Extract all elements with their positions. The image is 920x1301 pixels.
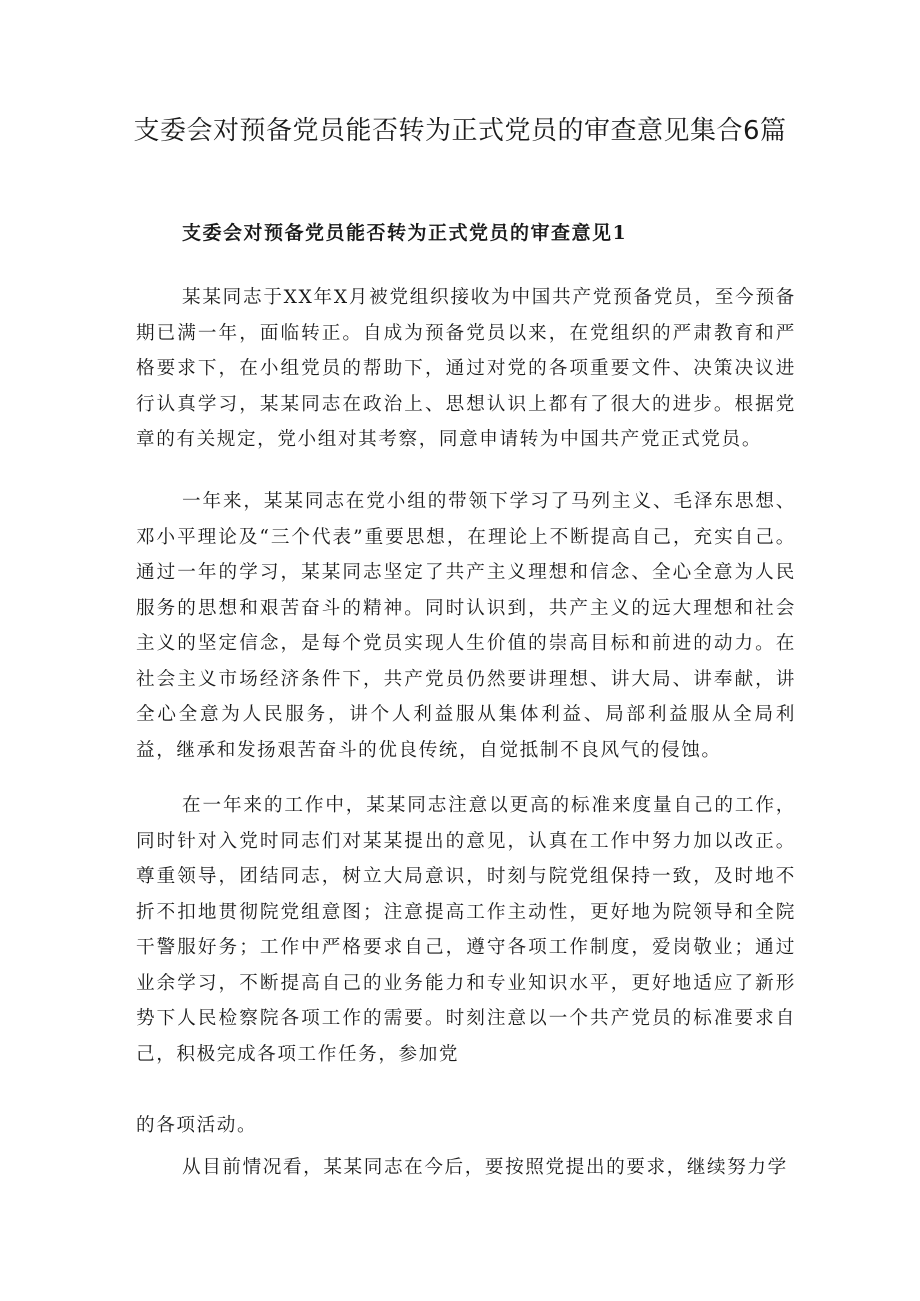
paragraph-3-continuation: 的各项活动。 [136, 1115, 258, 1136]
paragraph-2: 一年来，某某同志在党小组的带领下学习了马列主义、毛泽东思想、邓小平理论及“三个代表”重要思想，在理论上不断提高自己，充实自己。通过一年的学习，某某同志坚定了共产主义理想和信念、全心全意为人民服务的思想和艰苦奋斗的精神。同时认识到，共产主义的远大理想和社会主义的坚定信念，是每个党员实现人生价值的崇高目标和前进的动力。在社会主义市场经济条件下，共产党员仍然要讲理想、讲大局、讲奉献，讲全心全意为人民服务，讲个人利益服从集体利益、局部利益服从全局利益，继承和发扬艰苦奋斗的优良传统，自觉抵制不良风气的侵蚀。 [136, 491, 796, 761]
paragraph-1: 某某同志于XX年X月被党组织接收为中国共产党预备党员，至今预备期已满一年，面临转正。自成为预备党员以来，在党组织的严肃教育和严格要求下，在小组党员的帮助下，通过对党的各项重要文件、决策决议进行认真学习，某某同志在政治上、思想认识上都有了很大的进步。根据党章的有关规定，党小组对其考察，同意申请转为中国共产党正式党员。 [136, 287, 796, 450]
document-title: 支委会对预备党员能否转为正式党员的审查意见集合6篇 [133, 116, 787, 146]
section-heading: 支委会对预备党员能否转为正式党员的审查意见1 [182, 222, 628, 244]
paragraph-4: 从目前情况看，某某同志在今后，要按照党提出的要求，继续努力学 [182, 1157, 788, 1178]
paragraph-3: 在一年来的工作中，某某同志注意以更高的标准来度量自己的工作，同时针对入党时同志们对某某提出的意见，认真在工作中努力加以改正。尊重领导，团结同志，树立大局意识，时刻与院党组保持一致，及时地不折不扣地贯彻院党组意图；注意提高工作主动性，更好地为院领导和全院干警服好务；工作中严格要求自己，遵守各项工作制度，爱岗敬业；通过业余学习，不断提高自己的业务能力和专业知识水平，更好地适应了新形势下人民检察院各项工作的需要。时刻注意以一个共产党员的标准要求自己，积极完成各项工作任务，参加党 [136, 795, 796, 1065]
